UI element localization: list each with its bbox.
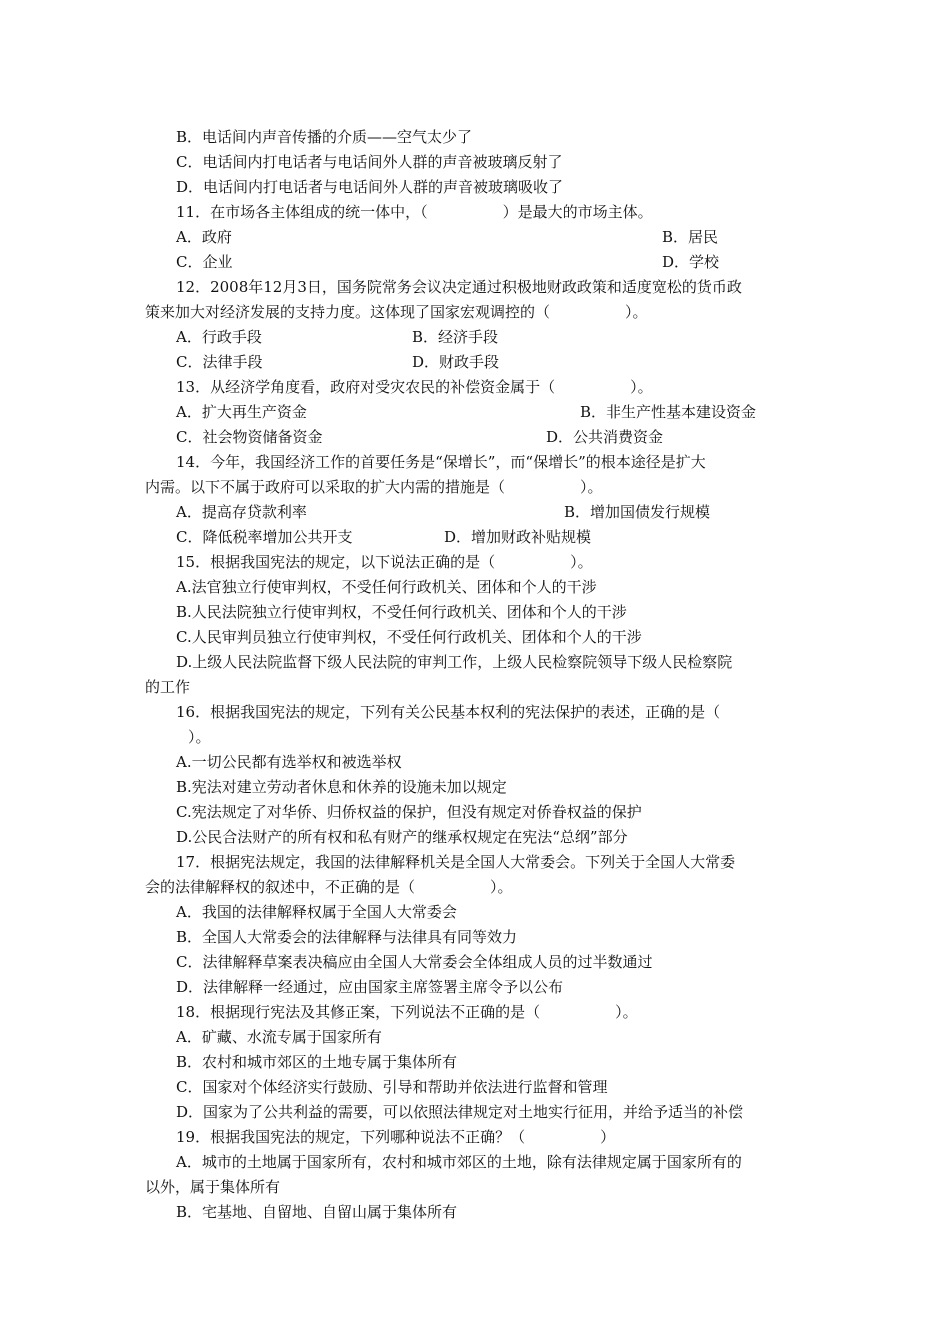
- q16-stem-line-1: 16．根据我国宪法的规定，下列有关公民基本权利的宪法保护的表述，正确的是（: [176, 703, 721, 721]
- q11-option-d: D．学校: [662, 253, 720, 271]
- q15-option-d-line-1: D.上级人民法院监督下级人民法院的审判工作，上级人民检察院领导下级人民检察院: [176, 653, 733, 671]
- q14-option-a: A．提高存贷款利率: [176, 503, 307, 521]
- q15-option-b: B.人民法院独立行使审判权，不受任何行政机关、团体和个人的干涉: [176, 603, 627, 621]
- q12-option-b: B．经济手段: [412, 328, 499, 346]
- q10-option-d: D．电话间内打电话者与电话间外人群的声音被玻璃吸收了: [176, 178, 564, 196]
- q16-option-b: B.宪法对建立劳动者休息和休养的设施未加以规定: [176, 778, 507, 796]
- q11-stem: 11．在市场各主体组成的统一体中，（ ）是最大的市场主体。: [176, 203, 653, 221]
- q14-options-row-1: [176, 500, 810, 525]
- q12-option-c: C．法律手段: [176, 353, 263, 371]
- q12-stem-line-2: 策来加大对经济发展的支持力度。这体现了国家宏观调控的（ ）。: [145, 303, 648, 321]
- q11-options-row-1: [176, 225, 810, 250]
- q14-option-d: D．增加财政补贴规模: [444, 528, 592, 546]
- q13-option-b: B．非生产性基本建设资金: [580, 403, 757, 421]
- q14-option-c: C．降低税率增加公共开支: [176, 528, 353, 546]
- q12-option-d: D．财政手段: [412, 353, 500, 371]
- q15-option-a: A.法官独立行使审判权，不受任何行政机关、团体和个人的干涉: [176, 578, 597, 596]
- q13-option-c: C．社会物资储备资金: [176, 428, 323, 446]
- q12-options-row-1: [176, 325, 810, 350]
- q14-option-b: B．增加国债发行规模: [564, 503, 711, 521]
- q17-option-c: C．法律解释草案表决稿应由全国人大常委会全体组成人员的过半数通过: [176, 953, 653, 971]
- q18-option-d: D．国家为了公共利益的需要，可以依照法律规定对土地实行征用，并给予适当的补偿: [176, 1103, 744, 1121]
- q17-option-d: D．法律解释一经通过，应由国家主席签署主席令予以公布: [176, 978, 564, 996]
- q17-option-a: A．我国的法律解释权属于全国人大常委会: [176, 903, 457, 921]
- q10-option-c: C．电话间内打电话者与电话间外人群的声音被玻璃反射了: [176, 153, 563, 171]
- q16-option-c: C.宪法规定了对华侨、归侨权益的保护，但没有规定对侨眷权益的保护: [176, 803, 642, 821]
- q19-option-b: B．宅基地、自留地、自留山属于集体所有: [176, 1203, 458, 1221]
- q15-option-d-line-2: 的工作: [145, 678, 191, 696]
- q11-option-c: C．企业: [176, 253, 233, 271]
- q13-options-row-1: [176, 400, 810, 425]
- q11-options-row-2: [176, 250, 810, 275]
- q19-option-a-line-2: 以外，属于集体所有: [145, 1178, 281, 1196]
- q18-option-a: A．矿藏、水流专属于国家所有: [176, 1028, 382, 1046]
- q19-option-a-line-1: A．城市的土地属于国家所有，农村和城市郊区的土地，除有法律规定属于国家所有的: [176, 1153, 742, 1171]
- q13-option-a: A．扩大再生产资金: [176, 403, 307, 421]
- q13-options-row-2: [176, 425, 810, 450]
- q16-stem-line-2: ）。: [188, 728, 211, 746]
- q16-option-a: A.一切公民都有选举权和被选举权: [176, 753, 402, 771]
- q12-stem-line-1: 12．2008年12月3日，国务院常务会议决定通过积极地财政政策和适度宽松的货币政: [176, 278, 742, 296]
- q18-option-b: B．农村和城市郊区的土地专属于集体所有: [176, 1053, 458, 1071]
- q17-option-b: B．全国人大常委会的法律解释与法律具有同等效力: [176, 928, 518, 946]
- q16-option-d: D.公民合法财产的所有权和私有财产的继承权规定在宪法“总纲”部分: [176, 828, 628, 846]
- q18-stem: 18．根据现行宪法及其修正案，下列说法不正确的是（ ）。: [176, 1003, 638, 1021]
- q15-option-c: C.人民审判员独立行使审判权，不受任何行政机关、团体和个人的干涉: [176, 628, 642, 646]
- q13-stem: 13．从经济学角度看，政府对受灾农民的补偿资金属于（ ）。: [176, 378, 653, 396]
- q11-option-b: B．居民: [662, 228, 719, 246]
- q12-option-a: A．行政手段: [176, 328, 262, 346]
- q10-option-b: B．电话间内声音传播的介质——空气太少了: [176, 128, 473, 146]
- q17-stem-line-1: 17．根据宪法规定，我国的法律解释机关是全国人大常委会。下列关于全国人大常委: [176, 853, 736, 871]
- q11-option-a: A．政府: [176, 228, 232, 246]
- q15-stem: 15．根据我国宪法的规定，以下说法正确的是（ ）。: [176, 553, 593, 571]
- q14-stem-line-1: 14．今年，我国经济工作的首要任务是“保增长”，而“保增长”的根本途径是扩大: [176, 453, 706, 471]
- q13-option-d: D．公共消费资金: [546, 428, 664, 446]
- q17-stem-line-2: 会的法律解释权的叙述中，不正确的是（ ）。: [145, 878, 513, 896]
- q14-options-row-2: [176, 525, 810, 550]
- q18-option-c: C．国家对个体经济实行鼓励、引导和帮助并依法进行监督和管理: [176, 1078, 608, 1096]
- q14-stem-line-2: 内需。以下不属于政府可以采取的扩大内需的措施是（ ）。: [145, 478, 603, 496]
- q19-stem: 19．根据我国宪法的规定，下列哪种说法不正确？（ ）: [176, 1128, 616, 1146]
- q12-options-row-2: [176, 350, 810, 375]
